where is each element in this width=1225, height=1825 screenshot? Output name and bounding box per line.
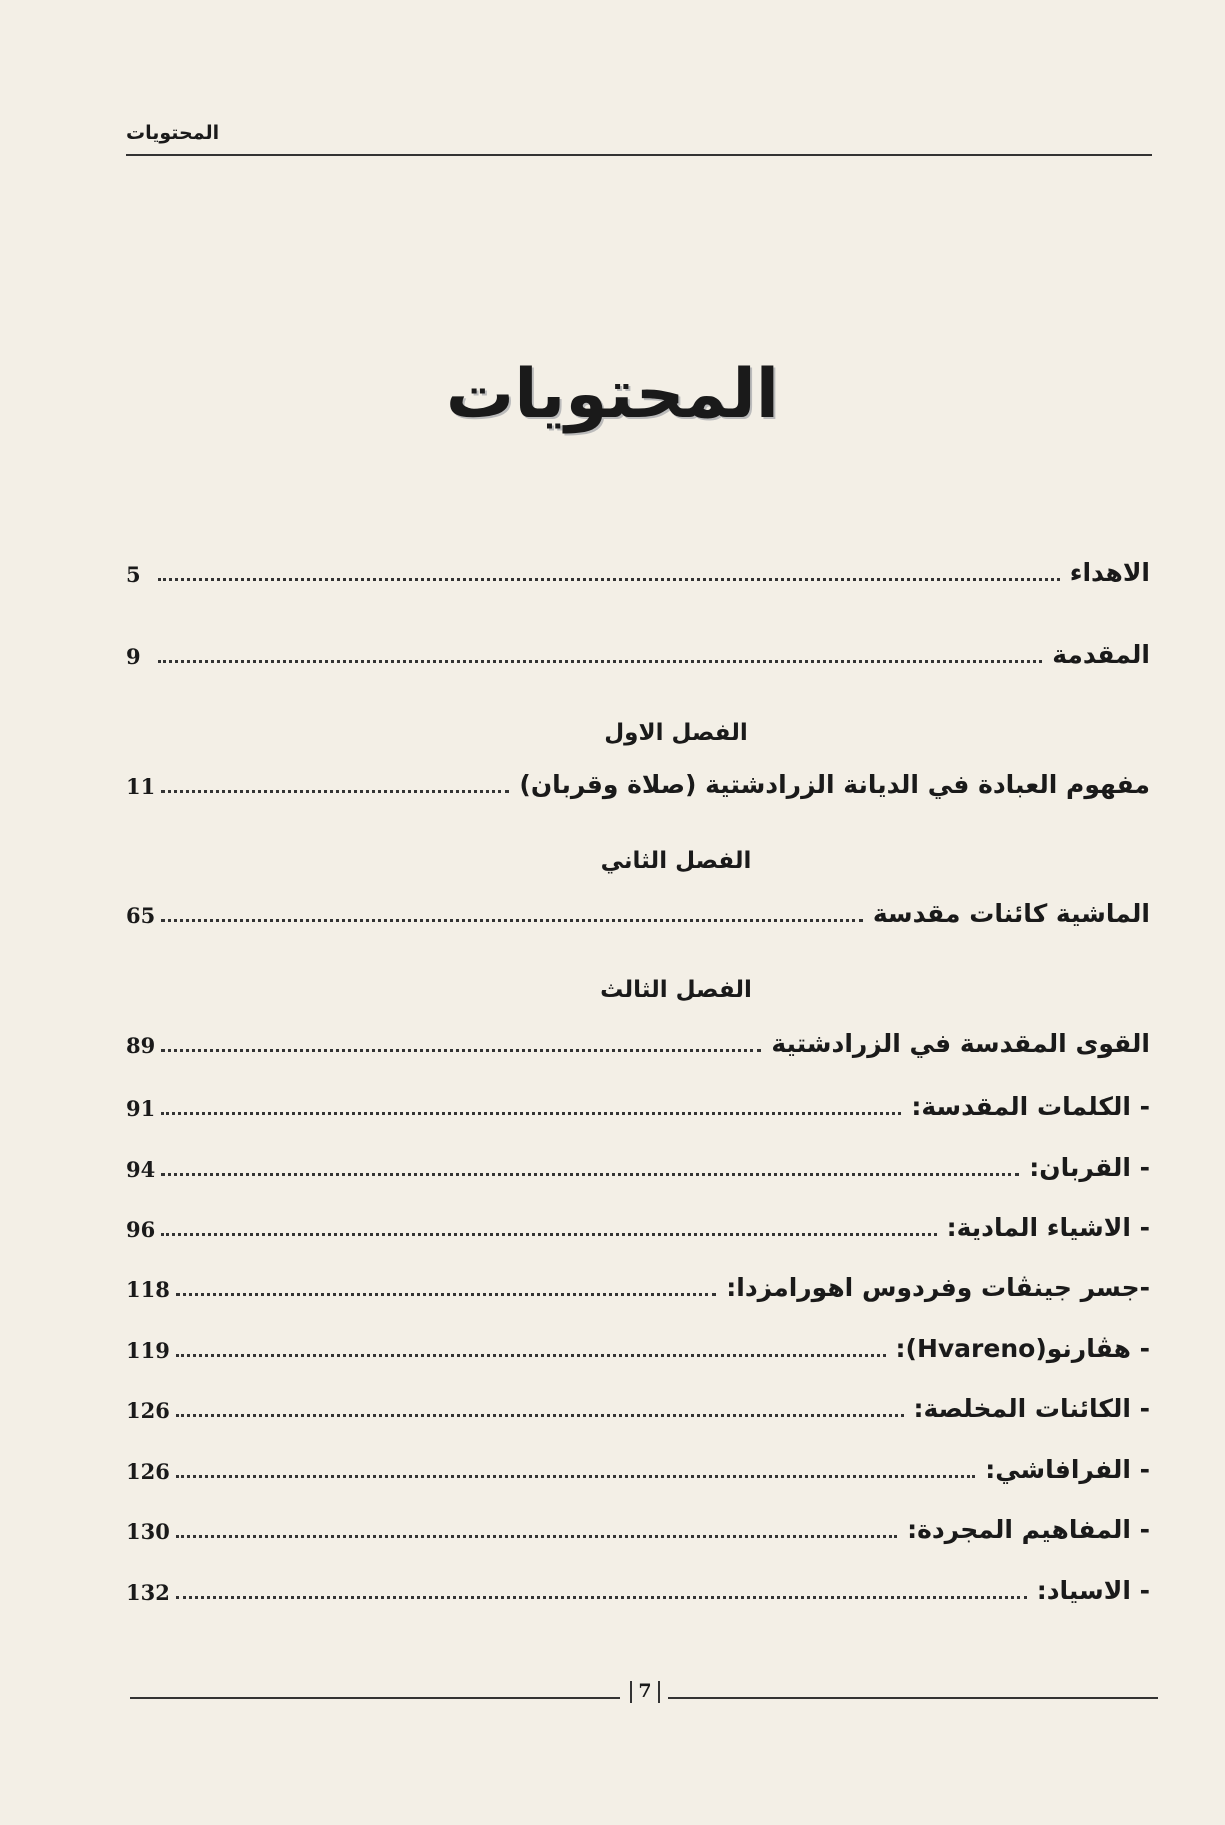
dot-leader bbox=[158, 578, 1060, 581]
toc-page-number: 126 bbox=[126, 1398, 170, 1423]
page-number-bar-left bbox=[630, 1681, 632, 1703]
dot-leader bbox=[176, 1535, 897, 1538]
toc-entry bbox=[126, 1442, 1150, 1482]
toc-entry bbox=[126, 1079, 1150, 1119]
toc-page-number: 5 bbox=[126, 562, 141, 587]
header-rule bbox=[126, 154, 1152, 156]
toc-page-number: 118 bbox=[126, 1277, 170, 1302]
dot-leader bbox=[161, 919, 863, 922]
toc-entry-label: - الكلمات المقدسة: bbox=[911, 1092, 1150, 1121]
toc-entry bbox=[126, 1381, 1150, 1421]
toc-entry-label: القوى المقدسة في الزرادشتية bbox=[771, 1029, 1150, 1058]
toc-entry bbox=[126, 886, 1150, 926]
dot-leader bbox=[176, 1354, 886, 1357]
toc-entry bbox=[126, 757, 1150, 797]
page-number-value: 7 bbox=[638, 1680, 652, 1702]
toc-entry-label: - هڤارنو(Hvareno): bbox=[895, 1334, 1150, 1363]
footer-rule-right bbox=[668, 1697, 1158, 1699]
toc-page-number: 96 bbox=[126, 1217, 156, 1242]
toc-page-number: 9 bbox=[126, 644, 141, 669]
toc-entry-label: مفهوم العبادة في الديانة الزرادشتية (صلاة وقربان) bbox=[519, 770, 1150, 799]
chapter-heading: الفصل الاول bbox=[604, 720, 748, 746]
toc-entry bbox=[126, 1563, 1150, 1603]
toc-entry-label: - الاشياء المادية: bbox=[946, 1213, 1150, 1242]
toc-page-number: 89 bbox=[126, 1033, 156, 1058]
dot-leader bbox=[176, 1475, 975, 1478]
running-header: المحتويات bbox=[126, 122, 220, 144]
toc-entry-label: - الفرافاشي: bbox=[985, 1455, 1150, 1484]
page-number-bar-right bbox=[658, 1681, 660, 1703]
dot-leader bbox=[158, 660, 1042, 663]
page-title: المحتويات bbox=[445, 355, 780, 434]
toc-entry-label: -جسر جينڤات وفردوس اهورامزدا: bbox=[726, 1273, 1150, 1302]
dot-leader bbox=[176, 1293, 716, 1296]
dot-leader bbox=[161, 1233, 936, 1236]
toc-entry bbox=[126, 545, 1150, 585]
toc-page-number: 132 bbox=[126, 1580, 170, 1605]
dot-leader bbox=[161, 1112, 901, 1115]
page-number bbox=[625, 1680, 665, 1703]
toc-entry bbox=[126, 1502, 1150, 1542]
toc-page-number: 11 bbox=[126, 774, 156, 799]
toc-entry-label: - الكائنات المخلصة: bbox=[913, 1394, 1150, 1423]
toc-entry-label: الماشية كائنات مقدسة bbox=[872, 899, 1150, 928]
toc-entry bbox=[126, 1200, 1150, 1240]
dot-leader bbox=[161, 1173, 1019, 1176]
dot-leader bbox=[176, 1414, 904, 1417]
dot-leader bbox=[161, 790, 509, 793]
toc-entry bbox=[126, 1260, 1150, 1300]
toc-entry bbox=[126, 1140, 1150, 1180]
dot-leader bbox=[161, 1049, 761, 1052]
dot-leader bbox=[176, 1596, 1027, 1599]
toc-entry-label: - المفاهيم المجردة: bbox=[907, 1515, 1150, 1544]
toc-page-number: 91 bbox=[126, 1096, 156, 1121]
toc-entry bbox=[126, 1321, 1150, 1361]
chapter-heading: الفصل الثالث bbox=[600, 977, 752, 1003]
footer-rule-left bbox=[130, 1697, 620, 1699]
toc-page-number: 65 bbox=[126, 903, 156, 928]
toc-page-number: 119 bbox=[126, 1338, 170, 1363]
toc-entry bbox=[126, 627, 1150, 667]
toc-page-number: 130 bbox=[126, 1519, 170, 1544]
toc-page-number: 94 bbox=[126, 1157, 156, 1182]
toc-page-number: 126 bbox=[126, 1459, 170, 1484]
toc-entry-label: الاهداء bbox=[1069, 558, 1150, 587]
toc-entry-label: المقدمة bbox=[1052, 640, 1150, 669]
toc-entry bbox=[126, 1016, 1150, 1056]
toc-entry-label: - القربان: bbox=[1029, 1153, 1150, 1182]
toc-entry-label: - الاسياد: bbox=[1036, 1576, 1150, 1605]
chapter-heading: الفصل الثاني bbox=[600, 848, 752, 874]
